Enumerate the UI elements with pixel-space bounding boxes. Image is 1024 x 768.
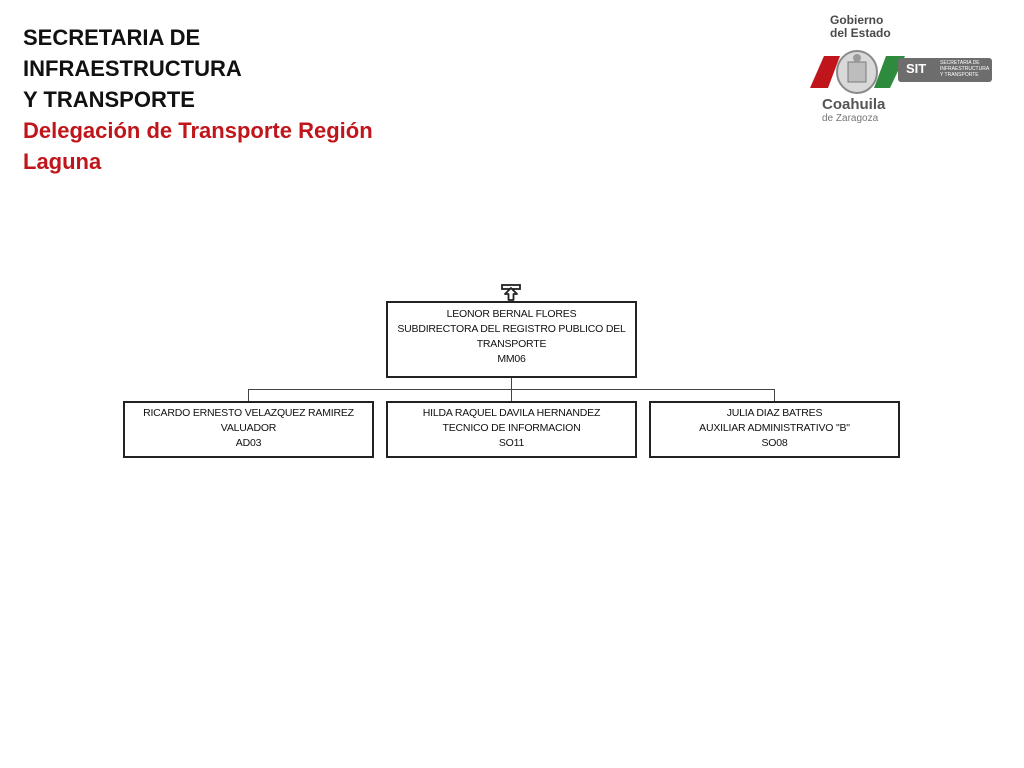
node-name: JULIA DIAZ BATRES [726,407,823,419]
node-code: SO11 [498,437,525,449]
logo-zaragoza: de Zaragoza [822,113,879,124]
sit-badge [898,58,992,82]
node-code: AD03 [235,437,262,449]
node-title: AUXILIAR ADMINISTRATIVO "B" [699,422,850,434]
sit-label: SIT [906,61,927,76]
node-name: RICARDO ERNESTO VELAZQUEZ RAMIREZ [143,407,354,419]
logo-gobierno: Gobierno [830,13,884,27]
sit-sub-1: SECRETARIA DE [940,60,980,66]
org-node-child[interactable] [123,401,374,458]
gobierno-text [830,14,891,40]
node-code: SO08 [761,437,788,449]
up-arrow-icon[interactable] [501,284,521,302]
gobierno-coahuila-logo [810,12,1000,130]
node-code: MM06 [497,353,526,365]
logo-del-estado: del Estado [830,26,891,40]
node-name: LEONOR BERNAL FLORES [446,308,577,320]
node-title: SUBDIRECTORA DEL REGISTRO PUBLICO DEL [397,323,626,335]
subtitle-line-2: Laguna [23,149,102,174]
title-line-2: Y TRANSPORTE [23,87,195,112]
page-title [23,22,423,177]
org-node-child[interactable] [386,401,637,458]
org-node-root[interactable] [386,301,637,378]
sit-sub-2: INFRAESTRUCTURA [940,66,990,72]
connector-vertical-c [774,389,775,401]
node-name: HILDA RAQUEL DAVILA HERNANDEZ [422,407,601,419]
node-title: VALUADOR [220,422,277,434]
logo-coahuila: Coahuila [822,96,886,113]
title-line-1: SECRETARIA DE INFRAESTRUCTURA [23,25,242,81]
connector-vertical-b [511,389,512,401]
org-node-child[interactable] [649,401,900,458]
subtitle-line-1: Delegación de Transporte Región [23,118,373,143]
node-title: TRANSPORTE [476,338,547,350]
connector-vertical-a [248,389,249,401]
sit-subtitle [940,60,990,78]
sit-sub-3: Y TRANSPORTE [940,72,979,78]
node-title: TECNICO DE INFORMACION [442,422,581,434]
coat-of-arms-icon [810,50,905,98]
